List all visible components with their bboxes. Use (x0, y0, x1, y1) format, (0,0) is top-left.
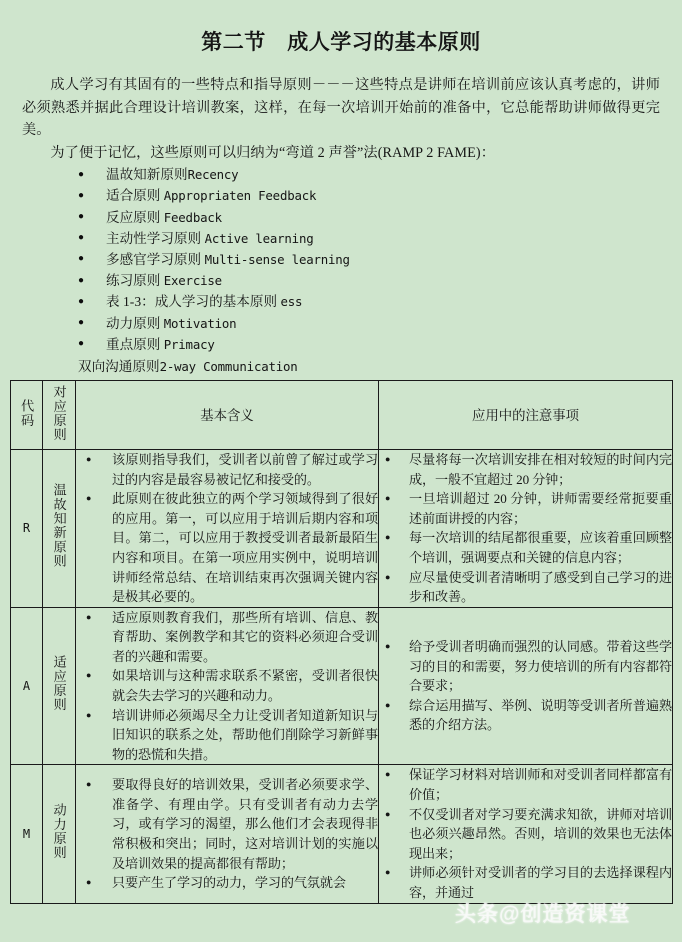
list-item (78, 164, 682, 185)
row-code-cell (11, 765, 43, 903)
table-container (0, 380, 682, 904)
list-item: ● 尽量将每一次培训安排在相对较短的时间内完成，一般不宜超过 20 分钟； (379, 450, 672, 489)
list-item (78, 334, 682, 355)
notes-bullet-list (379, 637, 672, 735)
principle-cn: 多感官学习原则 (106, 251, 205, 267)
table-row (11, 607, 673, 765)
list-item: ● 每一次培训的结尾都很重要，应该着重回顾整个培训，强调要点和关键的信息内容； (379, 528, 672, 567)
list-item (78, 291, 682, 312)
principle-en: Feedback (163, 209, 222, 225)
ramp-principles-table (10, 380, 673, 904)
row-principle-cell (43, 607, 76, 765)
list-item: ● 一旦培训超过 20 分钟，讲师需要经常扼要重述前面讲授的内容； (379, 489, 672, 528)
row-code-cell (11, 607, 43, 765)
table-header (11, 380, 673, 449)
list-item: ● 保证学习材料对培训师和对受训者同样都富有价值； (379, 765, 672, 804)
row-principle-text: 动力原则 (51, 803, 67, 860)
tail-principle-en: 2-way Communication (159, 358, 298, 374)
notes-bullet-list (379, 450, 672, 607)
page-title: 第二节 成人学习的基本原则 (201, 30, 481, 55)
list-item: ● 要取得良好的培训效果，受训者必须要求学、准备学、有理由学。只有受训者有动力去学习，或有学习的渴望，那么他们才会表现得非常积极和突出；同时，这对培训计划的实施以及培训效果的提高都很有帮助； (76, 775, 378, 873)
meaning-bullet-list (76, 775, 378, 893)
watermark-text: 头条@创造资课堂 (455, 903, 631, 927)
list-item (78, 249, 682, 270)
row-meaning-cell (76, 449, 379, 607)
row-code-text: M (22, 827, 31, 842)
row-notes-cell (379, 765, 673, 903)
column-header-principle-text: 对应原则 (51, 384, 67, 442)
principle-cn: 练习原则 (106, 273, 164, 289)
principle-en: ess (280, 294, 303, 310)
principle-en: Exercise (163, 273, 222, 289)
principle-en: Appropriaten Feedback (163, 188, 317, 204)
table-row (11, 765, 673, 903)
row-notes-cell (379, 449, 673, 607)
row-code-text: A (22, 679, 31, 694)
principle-cn: 温故知新原则 (106, 167, 188, 183)
body-text-area (0, 74, 682, 164)
row-code-cell (11, 449, 43, 607)
principles-list (0, 164, 682, 355)
column-header-meaning: 基本含义 (76, 380, 379, 449)
column-header-notes: 应用中的注意事项 (379, 380, 673, 449)
list-item: ● 给予受训者明确而强烈的认同感。带着这些学习的目的和需要，努力使培训的所有内容都符合要求； (379, 637, 672, 696)
principle-en: Primacy (163, 336, 215, 352)
table-row (11, 449, 673, 607)
principle-cn: 重点原则 (106, 336, 164, 352)
principle-cn: 适合原则 (106, 188, 164, 204)
column-header-code (11, 380, 43, 449)
row-meaning-cell (76, 765, 379, 903)
row-principle-text: 温故知新原则 (51, 483, 67, 569)
list-item: ● 适应原则教育我们，那些所有培训、信息、教育帮助、案例教学和其它的资料必须迎合受训者的兴趣和需要。 (76, 608, 378, 667)
intro-paragraph-2: 为了便于记忆，这些原则可以归纳为“弯道 2 声誉”法(RAMP 2 FAME)： (50, 144, 495, 161)
list-item (78, 185, 682, 206)
tail-principle-cn: 双向沟通原则 (78, 358, 160, 374)
notes-bullet-list (379, 765, 672, 902)
row-principle-text: 适应原则 (51, 655, 67, 712)
principle-cn: 表 1-3：成人学习的基本原则 (106, 294, 281, 310)
list-item: ● 如果培训与这种需求联系不紧密，受训者很快就会失去学习的兴趣和动力。 (76, 666, 378, 705)
list-item (78, 270, 682, 291)
list-item: ● 该原则指导我们，受训者以前曾了解过或学习过的内容是最容易被记忆和接受的。 (76, 450, 378, 489)
row-principle-cell (43, 449, 76, 607)
principle-en: Motivation (163, 315, 237, 331)
meaning-bullet-list (76, 608, 378, 765)
list-item (78, 313, 682, 334)
intro-paragraph-1: 成人学习有其固有的一些特点和指导原则－－－这些特点是讲师在培训前应该认真考虑的，讲师必须熟悉并据此合理设计培训教案，这样，在每一次培训开始前的准备中，它总能帮助讲师做得更完美。 (22, 77, 660, 139)
principle-cn: 主动性学习原则 (106, 230, 205, 246)
table-body (11, 449, 673, 903)
meaning-bullet-list (76, 450, 378, 607)
list-item: ● 只要产生了学习的动力，学习的气氛就会 (76, 873, 378, 893)
principle-cn: 动力原则 (106, 315, 164, 331)
document-page (0, 14, 682, 942)
principle-cn: 反应原则 (106, 209, 164, 225)
list-item: ● 此原则在彼此独立的两个学习领域得到了很好的应用。第一，可以应用于培训后期内容和项目。第二，可以应用于教授受训者最新最陌生内容和项目。在第一项应用实例中，说明培训讲师经常总结、在培训结束再次强调关键内容是极其必要的。 (76, 489, 378, 607)
list-item: ● 讲师必须针对受训者的学习目的去选择课程内容，并通过 (379, 863, 672, 902)
principle-en: Multi-sense learning (204, 251, 350, 267)
column-header-principle (43, 380, 76, 449)
list-item: ● 不仅受训者对学习要充满求知欲，讲师对培训也必须兴趣昂然。否则，培训的效果也无法体现出来； (379, 805, 672, 864)
list-item: ● 综合运用描写、举例、说明等受训者所普遍熟悉的介绍方法。 (379, 696, 672, 735)
row-meaning-cell (76, 607, 379, 765)
list-item (78, 228, 682, 249)
principle-en: Active learning (204, 230, 314, 246)
row-notes-cell (379, 607, 673, 765)
list-item (78, 207, 682, 228)
row-code-text: R (22, 521, 31, 536)
principle-en: Recency (187, 167, 239, 183)
list-item: ● 应尽量使受训者清晰明了感受到自己学习的进步和改善。 (379, 568, 672, 607)
table-header-row (11, 380, 673, 449)
list-item: ● 培训讲师必须竭尽全力让受训者知道新知识与旧知识的联系之处，帮助他们削除学习新鲜事物的恐慌和失措。 (76, 706, 378, 765)
column-header-code-text: 代码 (19, 398, 35, 428)
tail-principle-line (0, 356, 682, 377)
row-principle-cell (43, 765, 76, 903)
